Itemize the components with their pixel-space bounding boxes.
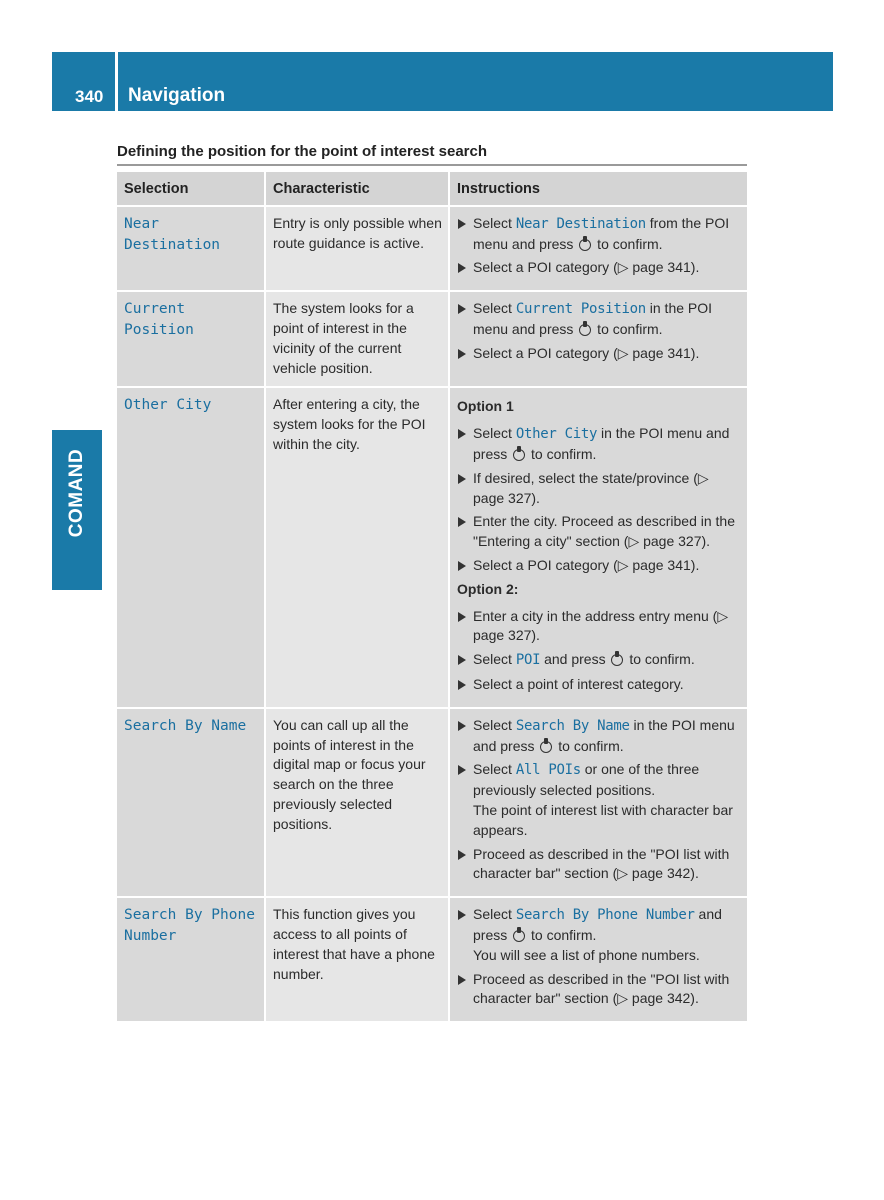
- instruction-step: [457, 760, 741, 840]
- chapter-tab: [52, 430, 102, 590]
- characteristic-cell: [264, 290, 450, 386]
- instruction-step: [457, 845, 741, 885]
- step-text: Select a point of interest category.: [473, 675, 684, 692]
- characteristic-text: The system looks for a point of interest in the vicinity of the current vehicle position.: [273, 300, 414, 376]
- selection-name: Other City: [124, 397, 212, 414]
- characteristic-cell: [264, 896, 450, 1021]
- column-header-selection: Selection: [117, 172, 264, 205]
- step-text: in the POI menu and press: [473, 300, 713, 337]
- instruction-step: [457, 469, 741, 509]
- table-row: [117, 290, 747, 386]
- instruction-step: [457, 512, 741, 552]
- step-text: Enter the city. Proceed as described in the "Entering a city" section (▷ page 327).: [473, 513, 735, 550]
- instruction-step: [457, 424, 741, 465]
- step-text: to confirm.: [625, 651, 695, 668]
- step-text: to confirm.: [527, 445, 597, 462]
- step-text: Select: [473, 716, 516, 733]
- instruction-step: [457, 716, 741, 757]
- step-text: Select: [473, 425, 516, 442]
- characteristic-text: You can call up all the points of interest in the digital map or focus your search on the three previously selected positions.: [273, 716, 426, 832]
- controller-press-icon: [579, 239, 591, 251]
- step-text: Select a POI category (▷ page 341).: [473, 556, 700, 573]
- table-row: [117, 205, 747, 290]
- characteristic-text: This function gives you access to all points of interest that have a phone number.: [273, 906, 435, 982]
- menu-item-name: Search By Phone Number: [515, 907, 695, 924]
- instructions-cell: [450, 386, 747, 706]
- instruction-list: [457, 716, 741, 884]
- step-text: to confirm.: [593, 235, 663, 252]
- step-text: Proceed as described in the "POI list with character bar" section (▷ page 342).: [473, 845, 730, 882]
- instruction-list: [457, 424, 741, 576]
- step-text: Enter a city in the address entry menu (▷ page 327).: [473, 607, 729, 644]
- instruction-list: [457, 607, 741, 695]
- step-result-text: The point of interest list with character bar appears.: [473, 801, 733, 838]
- menu-item-name: Other City: [515, 426, 598, 443]
- step-text: in the POI menu and press: [473, 716, 735, 754]
- instruction-step: [457, 607, 741, 647]
- poi-position-table: [117, 172, 747, 1021]
- step-text: and press: [540, 651, 610, 668]
- step-text: from the POI menu and press: [473, 214, 730, 252]
- characteristic-text: Entry is only possible when route guidance is active.: [273, 214, 442, 251]
- selection-cell: [117, 290, 264, 386]
- instruction-step: [457, 258, 741, 278]
- characteristic-cell: [264, 205, 450, 290]
- instructions-cell: [450, 205, 747, 290]
- controller-press-icon: [513, 930, 525, 942]
- step-text: Select: [473, 214, 516, 231]
- selection-name: Near Destination: [124, 215, 221, 253]
- selection-cell: [117, 896, 264, 1021]
- instruction-step: [457, 344, 741, 364]
- instruction-step: [457, 905, 741, 965]
- controller-press-icon: [611, 654, 623, 666]
- characteristic-cell: [264, 707, 450, 896]
- instruction-step: [457, 214, 741, 255]
- instruction-step: [457, 970, 741, 1010]
- step-text: to confirm.: [593, 320, 663, 337]
- table-row: [117, 707, 747, 896]
- instructions-cell: [450, 896, 747, 1021]
- menu-item-name: Search By Name: [515, 717, 630, 734]
- instruction-step: [457, 650, 741, 671]
- menu-item-name: Current Position: [515, 301, 646, 318]
- controller-press-icon: [579, 324, 591, 336]
- menu-item-name: All POIs: [515, 762, 581, 779]
- instructions-cell: [450, 290, 747, 386]
- step-text: in the POI menu and press: [473, 425, 730, 462]
- table-header-row: [117, 172, 747, 205]
- step-text: and press: [473, 906, 722, 943]
- step-result-text: You will see a list of phone numbers.: [473, 946, 700, 963]
- selection-cell: [117, 205, 264, 290]
- section-header: Navigation: [118, 52, 833, 111]
- instruction-step: [457, 299, 741, 340]
- selection-name: Search By Phone Number: [124, 907, 255, 944]
- option-heading: Option 1: [457, 398, 514, 415]
- instructions-cell: [450, 707, 747, 896]
- table-title: Defining the position for the point of interest search: [117, 143, 747, 166]
- option-heading: Option 2:: [457, 580, 519, 597]
- chapter-tab-label: COMAND: [66, 448, 87, 538]
- table-row: [117, 896, 747, 1021]
- selection-cell: [117, 386, 264, 706]
- instruction-list: [457, 299, 741, 363]
- step-text: Select: [473, 761, 516, 778]
- menu-item-name: Near Destination: [515, 215, 646, 232]
- characteristic-cell: [264, 386, 450, 706]
- step-text: or one of the three previously selected positions.: [473, 761, 700, 799]
- step-text: Select: [473, 651, 516, 668]
- instruction-step: [457, 675, 741, 695]
- selection-cell: [117, 707, 264, 896]
- menu-item-name: POI: [515, 652, 541, 669]
- characteristic-text: After entering a city, the system looks for the POI within the city.: [273, 396, 426, 452]
- controller-press-icon: [540, 741, 552, 753]
- step-text: Proceed as described in the "POI list with character bar" section (▷ page 342).: [473, 970, 730, 1007]
- step-text: Select a POI category (▷ page 341).: [473, 344, 700, 361]
- step-text: to confirm.: [554, 737, 624, 754]
- instruction-list: [457, 214, 741, 278]
- controller-press-icon: [513, 449, 525, 461]
- step-text: to confirm.: [527, 926, 597, 943]
- selection-name: Search By Name: [124, 717, 247, 734]
- page-number: 340: [52, 52, 115, 111]
- step-text: If desired, select the state/province (▷ page 327).: [473, 469, 709, 506]
- instruction-step: [457, 556, 741, 576]
- column-header-characteristic: Characteristic: [264, 172, 450, 205]
- step-text: Select: [473, 906, 516, 923]
- column-header-instructions: Instructions: [450, 172, 747, 205]
- table-row: [117, 386, 747, 706]
- table-body: [117, 205, 747, 1021]
- step-text: Select: [473, 300, 516, 317]
- selection-name: Current Position: [124, 301, 194, 338]
- instruction-list: [457, 905, 741, 1009]
- step-text: Select a POI category (▷ page 341).: [473, 259, 700, 276]
